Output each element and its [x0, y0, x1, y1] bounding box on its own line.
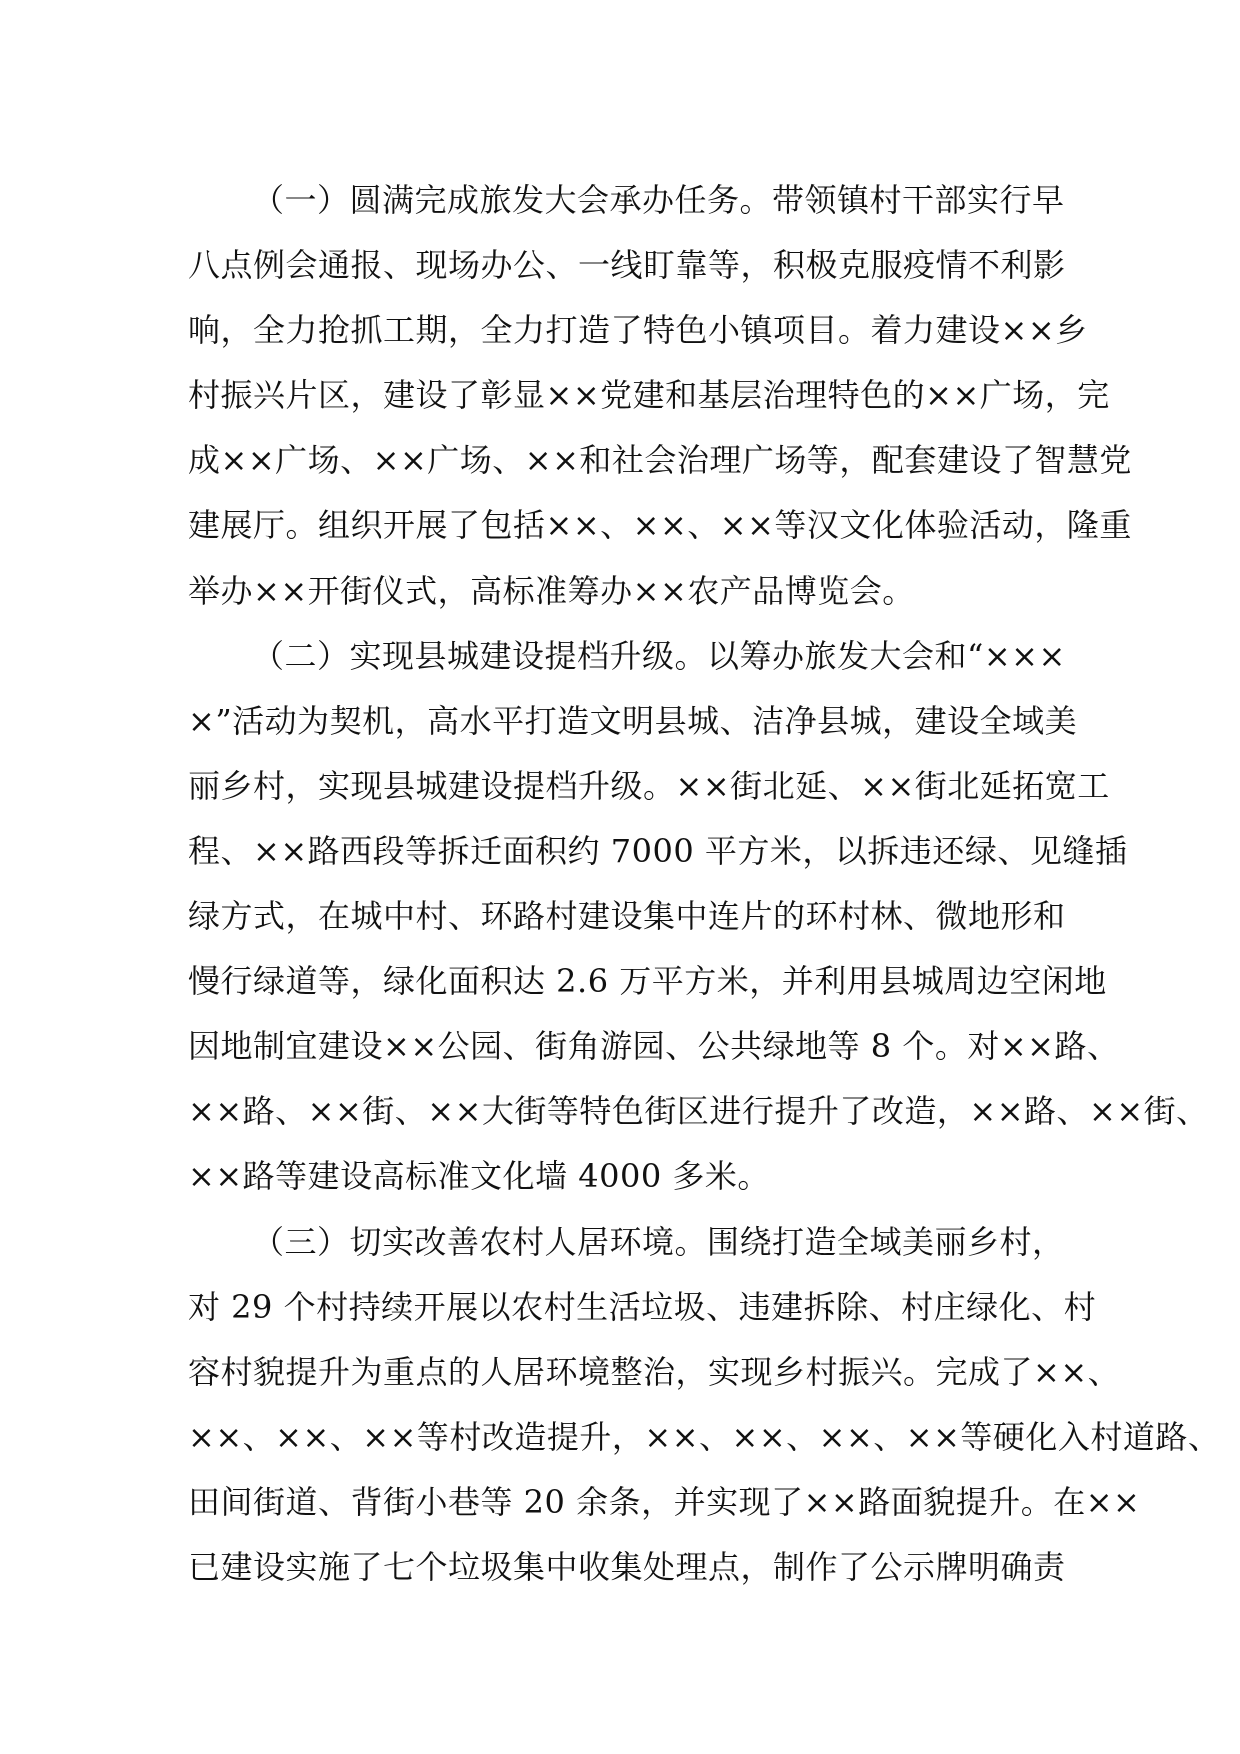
text-line: 绿方式，在城中村、环路村建设集中连片的环村林、微地形和: [188, 897, 1066, 936]
text-line: 建展厅。组织开展了包括××、××、××等汉文化体验活动，隆重: [188, 506, 1132, 545]
text-line: 八点例会通报、现场办公、一线盯靠等，积极克服疫情不利影: [188, 246, 1066, 285]
text-line: 已建设实施了七个垃圾集中收集处理点，制作了公示牌明确责: [188, 1547, 1066, 1586]
text-line: 成××广场、××广场、××和社会治理广场等，配套建设了智慧党: [188, 441, 1132, 480]
text-line: ××路、××街、××大街等特色街区进行提升了改造，××路、××街、: [188, 1092, 1209, 1131]
text-line: 对 29 个村持续开展以农村生活垃圾、违建拆除、村庄绿化、村: [188, 1287, 1097, 1326]
text-line: （一）圆满完成旅发大会承办任务。带领镇村干部实行早: [252, 181, 1065, 219]
text-line: 慢行绿道等，绿化面积达 2.6 万平方米，并利用县城周边空闲地: [188, 962, 1107, 1001]
text-line: ××路等建设高标准文化墙 4000 多米。: [188, 1157, 770, 1196]
text-line: 田间街道、背街小巷等 20 余条，并实现了××路面貌提升。在××: [188, 1482, 1141, 1521]
text-line: （二）实现县城建设提档升级。以筹办旅发大会和“×××: [252, 636, 1066, 675]
text-line: （三）切实改善农村人居环境。围绕打造全域美丽乡村，: [252, 1222, 1065, 1261]
text-line: 村振兴片区，建设了彰显××党建和基层治理特色的××广场，完: [188, 376, 1110, 415]
paragraph-3: [188, 1210, 1221, 1601]
text-line: ×”活动为契机，高水平打造文明县城、洁净县城，建设全域美: [188, 701, 1078, 740]
text-line: ××、××、××等村改造提升，××、××、××、××等硬化入村道路、: [188, 1417, 1221, 1456]
text-line: 程、××路西段等拆迁面积约 7000 平方米，以拆违还绿、见缝插: [188, 831, 1128, 870]
body-text: [188, 168, 1221, 1600]
text-line: 响，全力抢抓工期，全力打造了特色小镇项目。着力建设××乡: [188, 311, 1088, 350]
text-line: 容村貌提升为重点的人居环境整治，实现乡村振兴。完成了××、: [188, 1352, 1121, 1391]
text-line: 举办××开街仪式，高标准筹办××农产品博览会。: [188, 571, 915, 610]
text-line: 因地制宜建设××公园、街角游园、公共绿地等 8 个。对××路、: [188, 1027, 1120, 1066]
paragraph-1: [188, 168, 1132, 624]
text-line: 丽乡村，实现县城建设提档升级。××街北延、××街北延拓宽工: [188, 766, 1110, 805]
paragraph-2: [188, 624, 1209, 1210]
